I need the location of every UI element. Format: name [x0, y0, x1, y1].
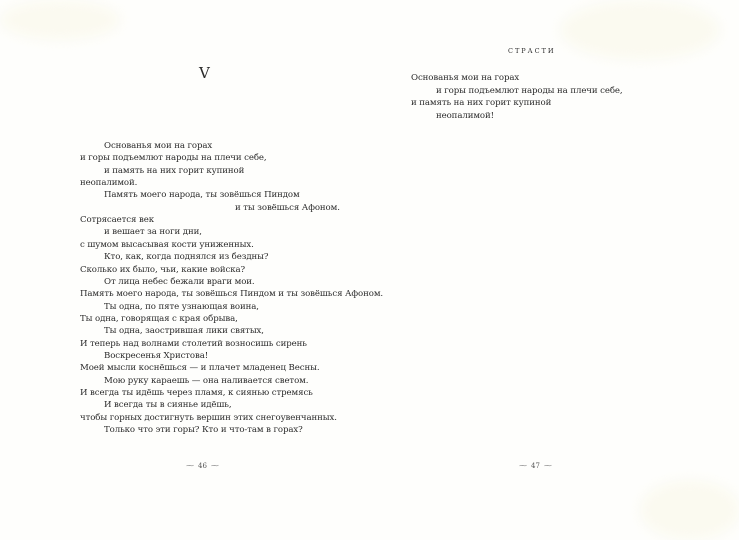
ornament-icon: ⁓ [543, 461, 552, 470]
poem-line: Ты одна, заострившая лики святых, [104, 326, 264, 337]
poem-line: Основанья мои на горах [411, 73, 520, 83]
running-head: СТРАСТИ [508, 47, 556, 55]
page-number: 47 [531, 461, 540, 470]
page-number: 46 [198, 461, 207, 470]
poem-line: и память на них горит купиной [411, 98, 552, 109]
poem-line: Мою руку караешь — она наливается светом. [104, 375, 309, 386]
poem-line: От лица небес бежали враги мои. [104, 276, 255, 287]
poem-line: Ты одна, говорящая с края обрыва, [80, 313, 238, 324]
poem-line: чтобы горных достигнуть вершин этих снегоувенчанных. [80, 412, 337, 423]
ornament-icon: ⁓ [519, 461, 527, 470]
poem-line: Память моего народа, ты зовёшься Пиндом и ты зовёшься Афоном. [80, 289, 384, 300]
poem-line: и вешает за ноги дни, [104, 227, 202, 238]
ornament-icon: ⁓ [210, 461, 219, 470]
poem-line: Основанья мои на горах [104, 141, 213, 151]
poem-line: Кто, как, когда поднялся из бездны? [104, 252, 269, 263]
poem-line: И теперь над волнами столетий возносишь сирень [80, 338, 307, 349]
poem-line: и горы подъемлют народы на плечи себе, [436, 85, 623, 96]
page-number-footer [186, 461, 219, 470]
poem-line: с шумом высасывая кости униженных. [80, 239, 254, 250]
ornament-icon: ⁓ [186, 461, 194, 470]
poem-line: Сколько их было, чьи, какие войска? [80, 264, 246, 275]
poem-line: И всегда ты в сиянье идёшь, [104, 400, 232, 411]
poem-line: неопалимой! [436, 110, 494, 121]
poem-line: Ты одна, по пяте узнающая воина, [104, 301, 259, 312]
poem-line: Воскресенья Христова! [104, 350, 209, 361]
poem-line: Только что эти горы? Кто и что-там в горах? [104, 425, 303, 436]
poem-line: и память на них горит купиной [104, 165, 245, 176]
poem-line: Сотрясается век [80, 215, 154, 226]
poem-line: и ты зовёшься Афоном. [235, 202, 340, 213]
page-number-footer [519, 461, 552, 470]
poem-line: неопалимой. [80, 178, 138, 189]
right-page [370, 0, 739, 540]
poem-heading: V [199, 64, 210, 82]
poem-line: И всегда ты идёшь через пламя, к сиянью стремясь [80, 388, 313, 398]
poem-line: и горы подъемлют народы на плечи себе, [80, 153, 267, 164]
poem-line: Моей мысли коснёшься — и плачет младенец Весны. [80, 363, 320, 374]
poem-line: Память моего народа, ты зовёшься Пиндом [104, 190, 300, 201]
